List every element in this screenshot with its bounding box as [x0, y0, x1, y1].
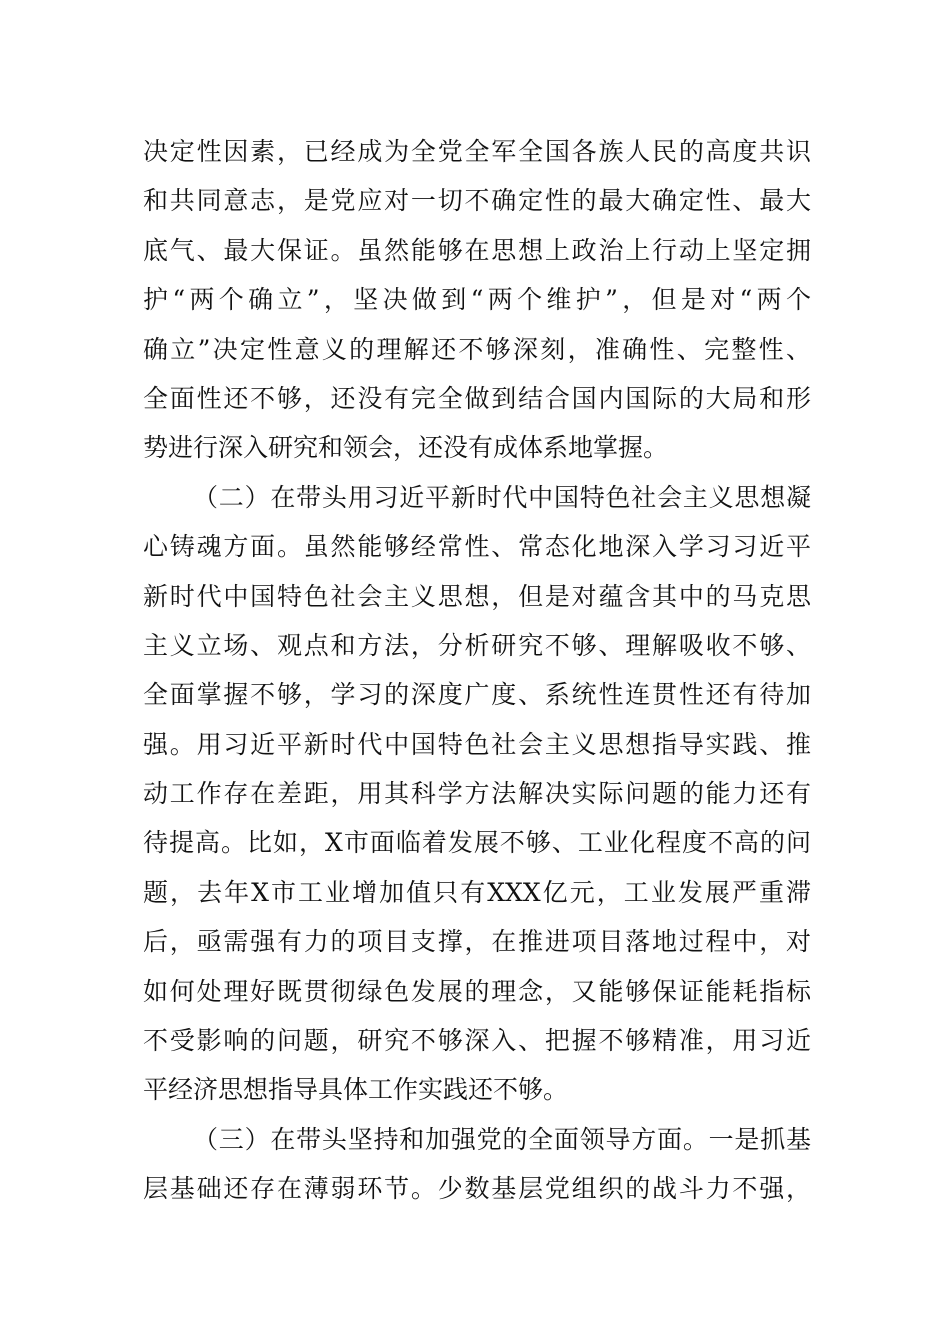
paragraph-heading-line: （三）在带头坚持和加强党的全面领导方面。一是抓基: [193, 1124, 811, 1154]
text-line: 全面掌握不够，学习的深度广度、系统性连贯性还有待加: [143, 680, 811, 710]
text-line: 和共同意志，是党应对一切不确定性的最大确定性、最大: [143, 186, 811, 216]
text-line: 题，去年X市工业增加值只有XXX亿元，工业发展严重滞: [143, 877, 811, 907]
text-line: 新时代中国特色社会主义思想，但是对蕴含其中的马克思: [143, 581, 811, 611]
text-line: 底气、最大保证。虽然能够在思想上政治上行动上坚定拥: [143, 235, 811, 265]
text-line: 不受影响的问题，研究不够深入、把握不够精准，用习近: [143, 1026, 811, 1056]
text-line: 后，亟需强有力的项目支撑，在推进项目落地过程中，对: [143, 927, 811, 957]
text-line: 平经济思想指导具体工作实践还不够。: [143, 1075, 569, 1105]
body-text: [143, 127, 811, 1214]
text-line: 动工作存在差距，用其科学方法解决实际问题的能力还有: [143, 779, 811, 809]
text-line: 决定性因素，已经成为全党全军全国各族人民的高度共识: [143, 137, 811, 166]
text-line: 护“两个确立”，坚决做到“两个维护”，但是对“两个: [143, 285, 811, 315]
text-line: 全面性还不够，还没有完全做到结合国内国际的大局和形: [143, 383, 811, 413]
text-line: 强。用习近平新时代中国特色社会主义思想指导实践、推: [143, 729, 811, 759]
text-line: 确立”决定性意义的理解还不够深刻，准确性、完整性、: [143, 334, 811, 364]
text-line: 主义立场、观点和方法，分析研究不够、理解吸收不够、: [143, 630, 811, 660]
text-line: 势进行深入研究和领会，还没有成体系地掌握。: [143, 433, 669, 463]
text-line: 层基础还存在薄弱环节。少数基层党组织的战斗力不强，: [143, 1174, 811, 1204]
paragraph-heading-line: （二）在带头用习近平新时代中国特色社会主义思想凝: [193, 482, 811, 512]
text-line: 如何处理好既贯彻绿色发展的理念，又能够保证能耗指标: [143, 976, 811, 1006]
text-line: 心铸魂方面。虽然能够经常性、常态化地深入学习习近平: [143, 532, 811, 562]
text-line: 待提高。比如，X市面临着发展不够、工业化程度不高的问: [143, 828, 811, 858]
